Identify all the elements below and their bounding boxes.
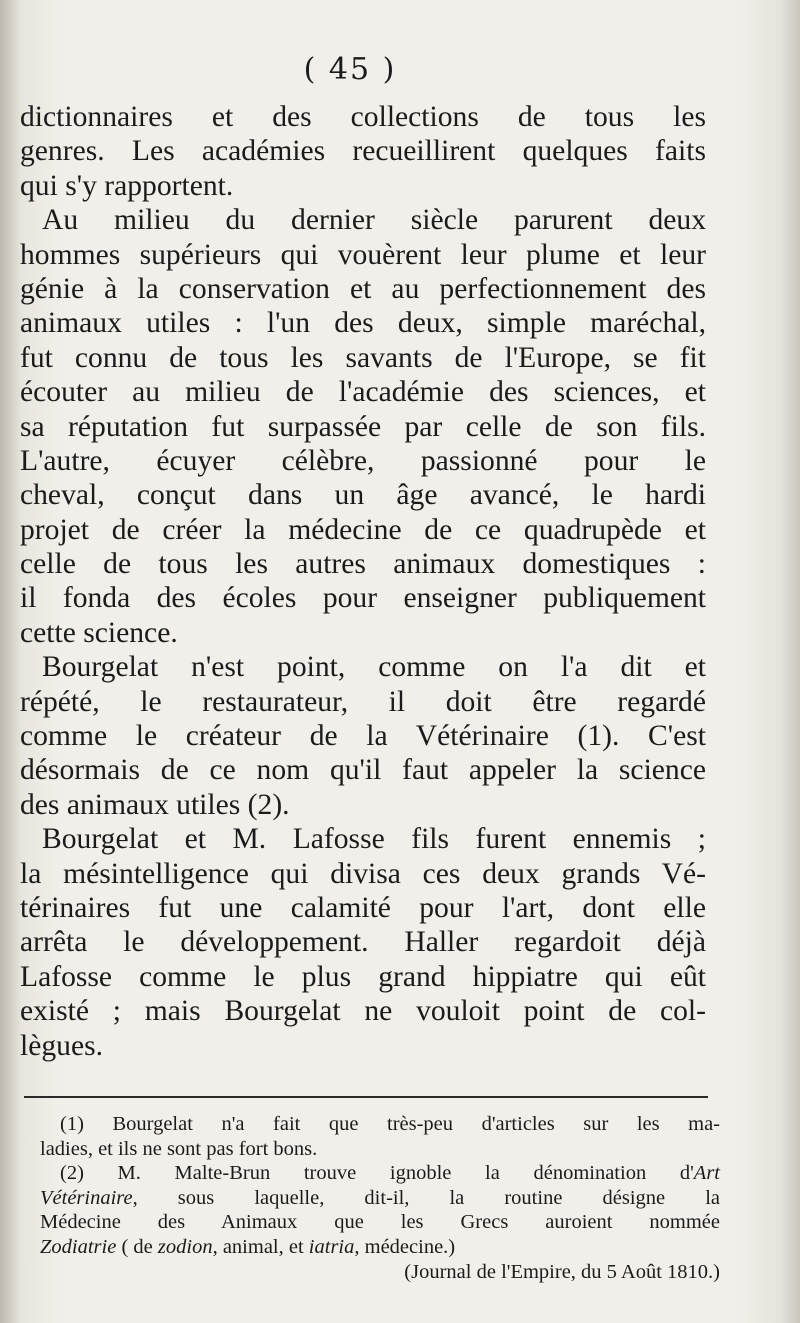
text-line: Bourgelat et M. Lafosse fils furent ennemis ; (42, 823, 706, 856)
text-line: Bourgelat n'est point, comme on l'a dit et (42, 651, 706, 684)
text-line: dictionnaires et des collections de tous les (20, 101, 706, 133)
text-line: celle de tous les autres animaux domestiques : (20, 548, 706, 581)
text-line: des animaux utiles (2). (20, 788, 290, 821)
footnote-2-text: (2) M. Malte-Brun trouve ignoble la dénomination d' (60, 1162, 694, 1185)
text-line: L'autre, écuyer célèbre, passionné pour le (20, 444, 706, 477)
body-text (20, 100, 706, 1063)
footnote-rule (24, 1096, 708, 1098)
footnote-2-text: , animal, et (212, 1235, 309, 1258)
text-line: hommes supérieurs qui vouèrent leur plume et leur (20, 238, 706, 271)
text-line: fut connu de tous les savants de l'Europe, se fit (20, 341, 706, 374)
text-line: lègues. (20, 1029, 104, 1062)
text-line: animaux utiles : l'un des deux, simple maréchal, (20, 307, 706, 340)
footnotes (40, 1112, 720, 1284)
footnote-2-italic: Art (693, 1162, 720, 1185)
text-line: désormais de ce nom qu'il faut appeler la science (20, 754, 706, 787)
page-number: ( 45 ) (303, 52, 397, 87)
footnote-2-text: , sous laquelle, dit-il, la routine désigne la (132, 1186, 720, 1209)
text-line: existé ; mais Bourgelat ne vouloit point de col- (20, 995, 706, 1028)
footnote-2-italic: Vétérinaire (40, 1186, 133, 1209)
footnote-2-line: Médecine des Animaux que les Grecs auroient nommée (40, 1211, 720, 1234)
text-line: Lafosse comme le plus grand hippiatre qui eût (20, 960, 706, 993)
footnote-2-line (40, 1186, 720, 1211)
text-line: répété, le restaurateur, il doit être regardé (20, 685, 706, 718)
text-line: il fonda des écoles pour enseigner publiquement (20, 582, 706, 615)
footnote-2-line (40, 1161, 720, 1186)
text-line: génie à la conservation et au perfectionnement des (20, 272, 706, 305)
footnote-2-text: , médecine.) (354, 1235, 456, 1258)
text-line: projet de créer la médecine de ce quadrupède et (20, 513, 706, 546)
footnote-2-italic: iatria (308, 1235, 355, 1258)
footnote-2-italic: zodion (157, 1235, 213, 1258)
footnote-source: (Journal de l'Empire, du 5 Août 1810.) (404, 1260, 720, 1283)
text-line: la mésintelligence qui divisa ces deux grands Vé- (20, 857, 706, 890)
footnote-2-line (40, 1235, 720, 1260)
text-line: cette science. (20, 616, 178, 649)
text-line: sa réputation fut surpassée par celle de son fils. (20, 410, 706, 443)
text-line: qui s'y rapportent. (20, 169, 234, 202)
footnote-1-line: (1) Bourgelat n'a fait que très-peu d'articles sur les ma- (60, 1113, 720, 1135)
footnote-2-text: ( de (116, 1235, 158, 1258)
text-line: arrêta le développement. Haller regardoit déjà (20, 926, 706, 959)
text-line: genres. Les académies recueillirent quelques faits (20, 135, 706, 168)
text-line: cheval, conçut dans un âge avancé, le hardi (20, 479, 706, 512)
text-line: Au milieu du dernier siècle parurent deux (42, 204, 706, 237)
text-line: comme le créateur de la Vétérinaire (1). C'est (20, 720, 706, 753)
text-line: écouter au milieu de l'académie des sciences, et (20, 376, 706, 409)
text-line: térinaires fut une calamité pour l'art, dont elle (20, 891, 706, 924)
footnote-1-line: ladies, et ils ne sont pas fort bons. (40, 1137, 318, 1160)
footnote-2-italic: Zodiatrie (40, 1235, 117, 1258)
